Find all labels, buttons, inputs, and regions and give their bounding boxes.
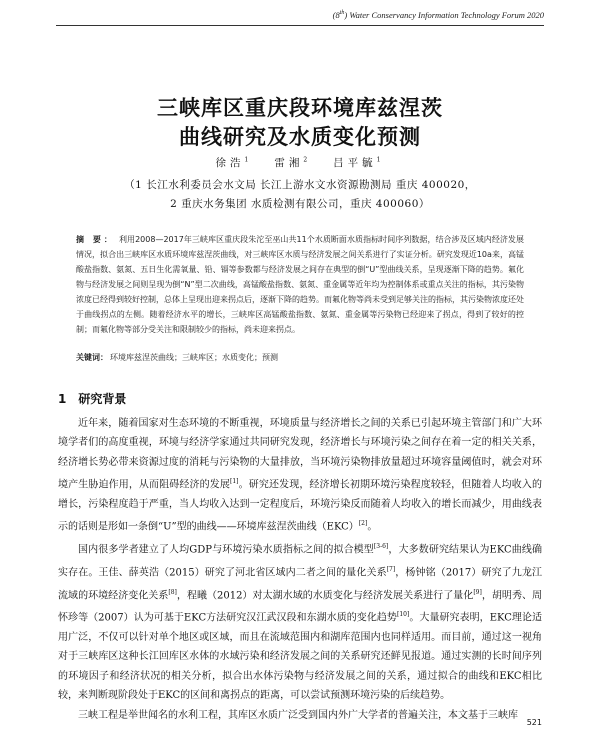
paragraph: 国内很多学者建立了人均GDP与环境污染水质指标之间的拟合模型[3-6]，大多数研究结果认为EKC曲线确实存在。王佳、薛英浩（2015）研究了河北省区域内二者之间的量化关系[7]，杨钟铭（2017）研究了九龙江流域的环境经济变化关系[8]，程曦（2012）对太湖水域的水质变化与经济发展关系进行了量化[9]，胡明秀、周怀珍等（2007）认为可基于EKC方法研究汉江武汉段和东湖水质的变化趋势[10]。大量研究表明，EKC理论适用广泛，不仅可以针对单个地区或区域，而且在流域范围内和湖库范围内也同样适用。而目前，通过这一视角对于三峡库区这种长江回库区水体的水域污染和经济发展之间的关系研究还鲜见报道。通过实测的长时间序列的环境因子和经济状况的相关分析，拟合出水体污染物与经济发展之间的关系，通过拟合的曲线和EKC相比较，来判断现阶段处于EKC的区间和离拐点的距离，可以尝试预测环境污染的后续趋势。 — [58, 543, 543, 702]
keywords-label: 关键词： — [76, 353, 108, 362]
keywords-text: 环境库兹涅茨曲线；三峡库区；水质变化；预测 — [110, 353, 278, 362]
authors — [0, 155, 600, 170]
author-name: 徐浩 — [215, 157, 245, 169]
section-title: 研究背景 — [78, 392, 127, 406]
keywords — [76, 352, 524, 363]
abstract-label: 摘 要： — [76, 235, 115, 244]
body-text — [58, 414, 542, 725]
author-mark: 1 — [244, 156, 253, 164]
affiliation-2: 2 重庆水务集团 水质检测有限公司，重庆 400060） — [170, 198, 430, 210]
running-head: (8th) Water Conservancy Information Technology Forum 2020 — [332, 10, 544, 20]
section-heading — [58, 390, 126, 407]
paragraph: 近年来，随着国家对生态环境的不断重视，环境质量与经济增长之间的关系已引起环境主管部门和广大环境学者们的高度重视，环境与经济学家通过共同研究发现，经济增长与环境污染之间存在着一定的相关关系，经济增长势必带来资源过度的消耗与污染物的大量排放，当环境污染物排放量超过环境容量阈值时，就会对环境产生胁迫作用，从而阻碍经济的发展[1]。研究还发现，经济增长初期环境污染程度较轻，但随着人均收入的增长，污染程度趋于严重，当人均收入达到一定程度后，环境污染反而随着人均收入的增长而减少，用曲线表示的话则是形如一条倒“U”型的曲线——环境库兹涅茨曲线（EKC）[2]。 — [58, 418, 543, 533]
affiliation-1: （1 长江水利委员会水文局 长江上游水文水资源勘测局 重庆 400020， — [124, 179, 476, 191]
author-mark: 1 — [376, 156, 385, 164]
author-name: 吕平毓 — [333, 157, 377, 169]
title-line-2: 曲线研究及水质变化预测 — [179, 125, 421, 149]
page-number: 521 — [526, 718, 542, 727]
abstract-text: 利用2008—2017年三峡库区重庆段朱沱至巫山共11个水质断面水质指标时间序列数据，结合涉及区域内经济发展情况，拟合出三峡库区水质环境库兹涅茨曲线，对三峡库区水质与经济发展之间关系进行了实证分析。研究发现近10a来，高锰酸盐指数、氨氮、五日生化需氧量、铅、镉等参数都与经济发展之间存在典型的倒“U”型曲线关系，呈现逐渐下降的趋势。氟化物与经济发展之间则呈现为倒“N”型二次曲线，高锰酸盐指数、氨氮、重金属等近年均为控制体系或重点关注的指标，其污染物浓度已经得到较好控制，总体上呈现出迎来拐点后，逐渐下降的趋势。而氟化物等尚未受到足够关注的指标，其污染物浓度还处于曲线拐点的左侧。随着经济水平的增长，三峡库区高锰酸盐指数、氨氮、重金属等污染物已经迎来了拐点，得到了较好的控制；而氟化物等部分受关注和限制较少的指标，尚未迎来拐点。 — [76, 235, 524, 334]
author-name: 雷湘 — [274, 157, 304, 169]
author-mark: 2 — [303, 156, 312, 164]
section-number: 1 — [58, 392, 67, 406]
abstract — [76, 232, 524, 337]
title-line-1: 三峡库区重庆段环境库兹涅茨 — [157, 96, 443, 120]
header-rule — [56, 25, 544, 26]
paragraph: 三峡工程是举世闻名的水利工程，其库区水质广泛受到国内外广大学者的普遍关注，本文基于三峡库 — [78, 709, 518, 721]
